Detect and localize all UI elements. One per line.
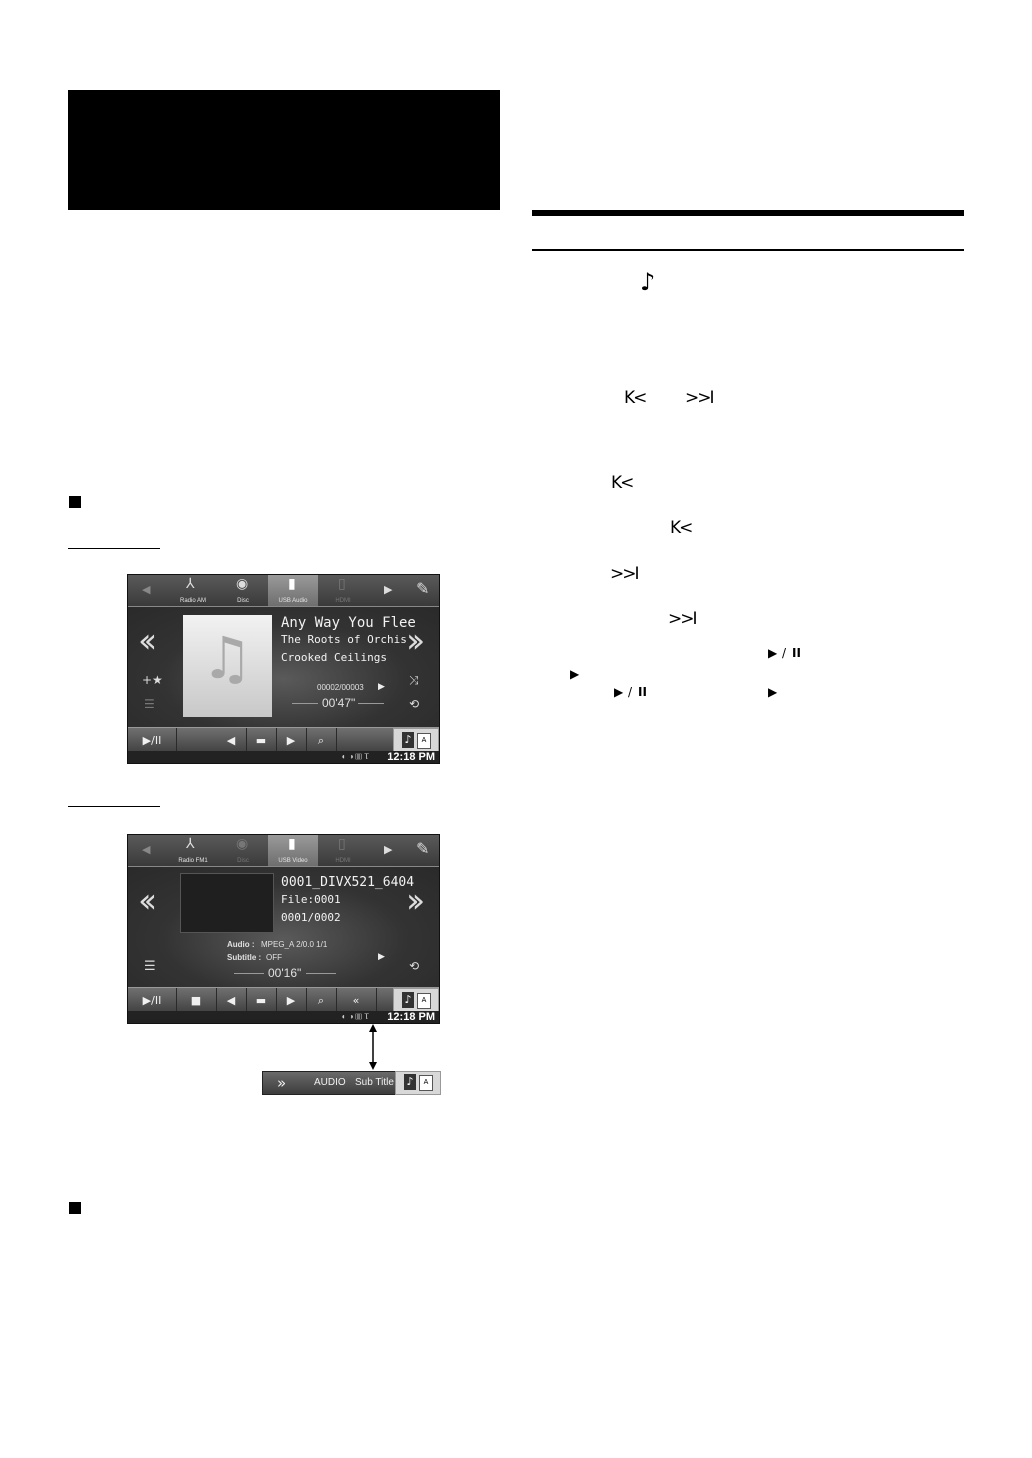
left-arrow-icon: ◀: [226, 734, 236, 747]
source-prev-icon[interactable]: ◀: [142, 583, 151, 596]
right-arrow-icon: ▶: [286, 734, 296, 747]
audio-label: Audio :: [227, 940, 255, 949]
play-glyph-3: ▶: [614, 685, 624, 699]
section-bullet: [69, 496, 81, 508]
album-art: [183, 615, 272, 717]
search-icon: ⌕: [317, 734, 325, 747]
prev-track-glyph-3: K<: [670, 518, 692, 538]
prev-track-glyph-2: K<: [611, 473, 633, 493]
subtitle-label: Subtitle :: [227, 953, 262, 962]
source-label: Disc: [237, 858, 249, 864]
disc-icon: ◉: [236, 836, 249, 852]
usb-icon: ▮: [288, 576, 296, 592]
note-icon: ♪: [404, 1074, 416, 1090]
source-label: HDMI: [335, 858, 351, 864]
repeat-icon[interactable]: ⟲: [409, 959, 420, 973]
hdmi-icon: ▯: [338, 836, 346, 852]
play-status-icon: ▶: [378, 682, 385, 692]
play-status-icon: ▶: [378, 952, 385, 962]
antenna-icon: ⅄: [186, 836, 195, 852]
audio-button[interactable]: AUDIO: [314, 1077, 346, 1088]
a-icon: A: [419, 1075, 433, 1091]
usb-audio-screen: [127, 574, 440, 764]
a-icon: A: [417, 993, 431, 1009]
track-title: Any Way You Flee: [281, 615, 416, 631]
folder-icon: ▬: [255, 734, 267, 747]
audio-control-bar: [128, 727, 439, 754]
section-rule-thin: [532, 249, 964, 251]
play-glyph-4: ▶: [768, 685, 778, 699]
note-icon: ♪: [402, 732, 414, 748]
repeat-icon[interactable]: ⟲: [409, 697, 420, 711]
source-next-icon[interactable]: ▶: [384, 843, 393, 856]
source-label: Disc: [237, 598, 249, 604]
clock: 12:18 PM: [387, 751, 435, 763]
note-icon: ♪: [402, 992, 414, 1008]
usb-video-screen: [127, 834, 440, 1024]
source-label: Radio AM: [179, 598, 206, 604]
source-usb-video[interactable]: [268, 835, 318, 866]
status-icons: ◐ ◑ ▥ Ⲧ: [341, 752, 369, 761]
settings-icon[interactable]: ✎: [416, 839, 430, 858]
source-label: USB Video: [278, 858, 308, 864]
audio-value: MPEG_A 2/0.0 1/1: [261, 940, 328, 949]
clock: 12:18 PM: [387, 1011, 435, 1023]
subtitle-value: OFF: [266, 953, 282, 962]
usb-icon: ▮: [288, 836, 296, 852]
section-bullet-2: [69, 1202, 81, 1214]
play-glyph-2: ▶: [570, 667, 580, 681]
source-bar: [128, 575, 439, 607]
slash-glyph-2: /: [628, 685, 633, 699]
time-rule-left: [292, 703, 318, 704]
next-track-glyph: >>I: [685, 388, 713, 408]
play-pause-button[interactable]: ▶/II: [128, 988, 177, 1014]
subheading-underline: [68, 548, 160, 549]
shuffle-icon[interactable]: ⤨: [409, 673, 419, 687]
video-control-bar: [128, 987, 439, 1014]
source-label: Radio FM1: [178, 858, 208, 864]
favorite-star-icon[interactable]: +★: [142, 673, 163, 687]
left-arrow-icon: ◀: [226, 994, 236, 1007]
video-index-line: 0001/0002: [281, 911, 341, 924]
video-thumbnail: [180, 873, 274, 933]
status-icons: ◐ ◑ ▥ Ⲧ: [341, 1012, 369, 1021]
settings-icon[interactable]: ✎: [416, 579, 430, 598]
audio-main-area: [128, 607, 439, 727]
source-hdmi[interactable]: [318, 835, 368, 866]
track-artist: The Roots of Orchis: [281, 633, 407, 646]
alt-control-bar: [262, 1071, 440, 1095]
video-file-line: File:0001: [281, 893, 341, 906]
elapsed-time: 00'16": [268, 966, 302, 980]
prev-track-glyph: K<: [624, 388, 646, 408]
disc-icon: ◉: [236, 576, 249, 592]
next-track-glyph-2: >>I: [610, 564, 638, 584]
pause-glyph: II: [792, 646, 801, 660]
source-label: HDMI: [335, 598, 351, 604]
source-bar: [128, 835, 439, 867]
antenna-icon: ⅄: [186, 576, 195, 592]
source-radio-fm1[interactable]: [168, 835, 218, 866]
prev-track-icon[interactable]: ‹‹: [138, 621, 150, 661]
search-icon: ⌕: [317, 994, 325, 1007]
source-disc[interactable]: [218, 835, 268, 866]
source-prev-icon[interactable]: ◀: [142, 843, 151, 856]
status-bar: [128, 751, 439, 763]
chevrons-left-icon: «: [352, 994, 360, 1007]
section-rule-thick: [532, 210, 964, 216]
track-counter: 00002/00003: [317, 683, 364, 692]
subtitle-button[interactable]: Sub Title: [355, 1077, 394, 1088]
time-rule-left: [234, 973, 264, 974]
slash-glyph: /: [782, 646, 787, 660]
list-icon[interactable]: ☰: [144, 697, 155, 711]
source-disc[interactable]: [218, 575, 268, 606]
time-rule-right: [358, 703, 384, 704]
source-radio-am[interactable]: [168, 575, 218, 606]
next-file-icon[interactable]: ››: [406, 881, 418, 921]
video-main-area: [128, 867, 439, 987]
prev-file-icon[interactable]: ‹‹: [138, 881, 150, 921]
pause-glyph-2: II: [638, 685, 647, 699]
source-hdmi[interactable]: [318, 575, 368, 606]
music-note-icon: ♫: [201, 624, 253, 692]
source-label: USB Audio: [278, 598, 308, 604]
video-filename: 0001_DIVX521_6404: [281, 875, 415, 890]
mode-button[interactable]: [395, 1071, 441, 1095]
track-album: Crooked Ceilings: [281, 651, 387, 664]
elapsed-time: 00'47": [322, 696, 356, 710]
list-icon[interactable]: ☰: [144, 959, 156, 974]
play-glyph: ▶: [768, 646, 778, 660]
source-next-icon[interactable]: ▶: [384, 583, 393, 596]
time-rule-right: [306, 973, 336, 974]
source-usb-audio[interactable]: [268, 575, 318, 606]
chevrons-right-icon[interactable]: »: [277, 1074, 287, 1092]
right-arrow-icon: ▶: [286, 994, 296, 1007]
a-icon: A: [417, 733, 431, 749]
music-note-icon: ♪: [640, 268, 656, 296]
play-pause-button[interactable]: ▶/II: [128, 728, 177, 754]
subheading-underline-2: [68, 806, 160, 807]
stop-icon: ■: [190, 994, 202, 1007]
hdmi-icon: ▯: [338, 576, 346, 592]
next-track-icon[interactable]: ››: [406, 621, 418, 661]
chapter-heading-box: [68, 90, 500, 210]
next-track-glyph-3: >>I: [668, 609, 696, 629]
folder-icon: ▬: [255, 994, 267, 1007]
status-bar: [128, 1011, 439, 1023]
double-arrow-icon: [365, 1024, 381, 1070]
